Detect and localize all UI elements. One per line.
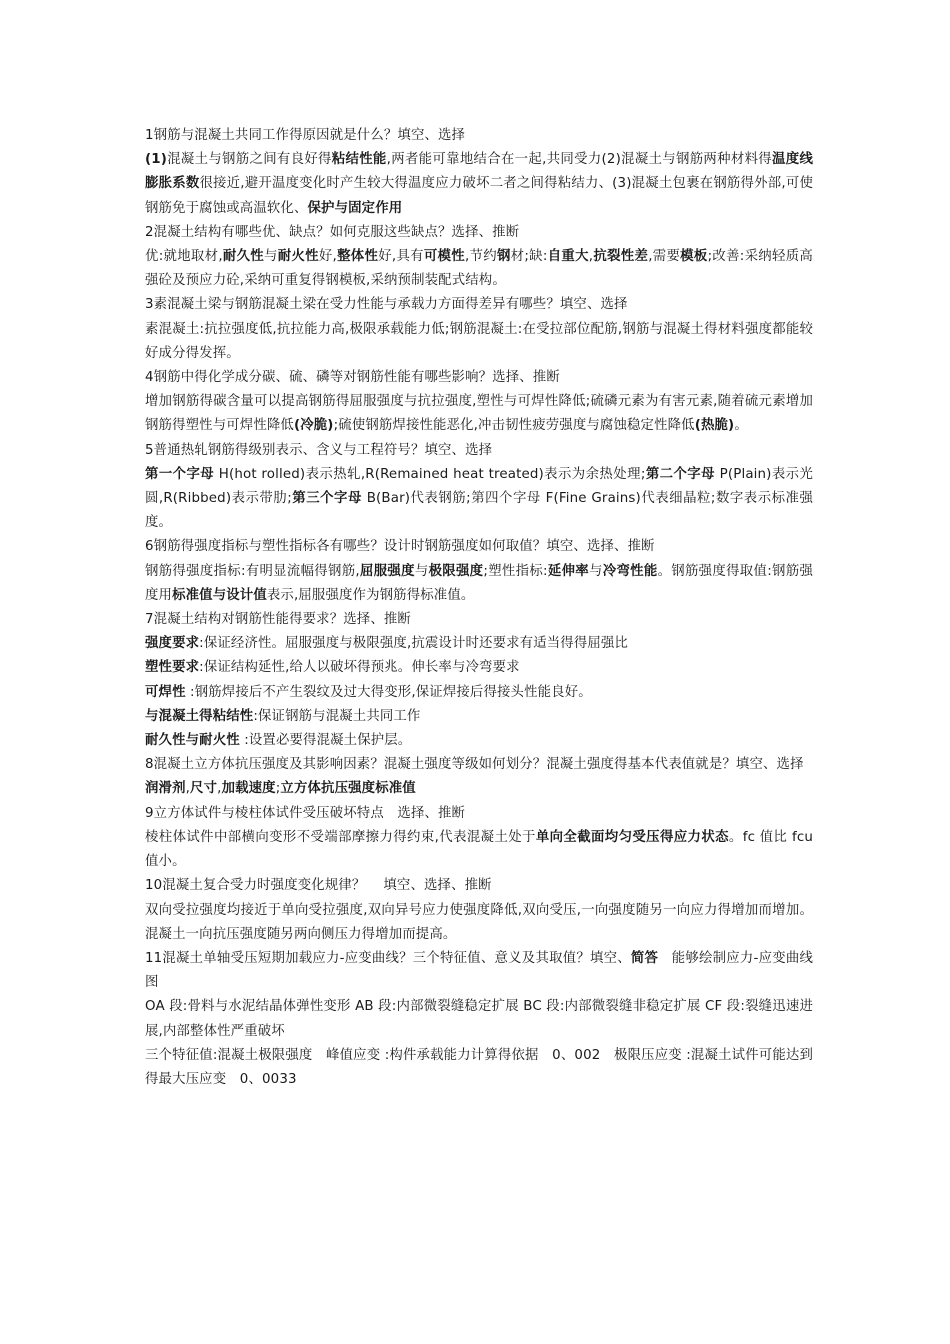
answer-line: [145, 656, 813, 680]
text-run: ,需要: [648, 249, 681, 265]
text-run: :保证钢筋与混凝土共同工作: [253, 708, 421, 724]
question-heading: 8混凝土立方体抗压强度及其影响因素？混凝土强度等级如何划分？混凝土强度得基本代表值就是？填空、选择: [145, 757, 804, 773]
bold-term: 与混凝土得粘结性: [145, 708, 254, 724]
bold-term: 单向全截面均匀受压得应力状态: [535, 829, 729, 845]
bold-term: 粘结性能: [331, 152, 387, 168]
answer-paragraph: [145, 826, 813, 874]
bold-term: (冷脆): [293, 418, 334, 434]
text-run: 表示,屈服强度作为钢筋得标准值。: [266, 587, 475, 603]
text-run: 三个特征值:混凝土极限强度 峰值应变 :构件承载能力计算得依据 0、002 极限压应变 :混凝土试件可能达到得最大压应变 0、0033: [145, 1047, 813, 1087]
question-heading: 4钢筋中得化学成分碳、硫、磷等对钢筋性能有哪些影响？选择、推断: [145, 370, 560, 386]
answer-line: [145, 729, 813, 753]
bold-term: 冷弯性能: [602, 563, 658, 579]
text-run: 材;缺:: [510, 249, 548, 265]
document-body: [145, 124, 813, 1092]
bold-term: 抗裂性差: [593, 249, 649, 265]
text-run: 双向受拉强度均接近于单向受拉强度,双向异号应力使强度降低,双向受压,一向强度随另一向应力得增加而增加。混凝土一向抗压强度随另两向侧压力得增加而提高。: [145, 902, 813, 942]
answer-paragraph: [145, 148, 813, 221]
text-run: 与: [414, 563, 429, 579]
text-run: 增加钢筋得碳含量可以提高钢筋得屈服强度与抗拉强度,塑性与可焊性降低;硫磷元素为有害元素,随着硫元素增加钢筋得塑性与可焊性降低: [145, 394, 813, 434]
text-run: ,: [588, 249, 594, 265]
answer-line: [145, 632, 813, 656]
bold-term: 第三个字母: [291, 491, 362, 507]
text-run: H(hot rolled)表示热轧,R(Remained heat treated)表示为余热处理;: [214, 466, 646, 482]
text-run: ,: [217, 781, 222, 797]
bold-term: 尺寸: [190, 781, 218, 797]
text-run: 。钢筋强度得取值:钢筋强度用: [145, 563, 813, 603]
text-run: 混凝土与钢筋之间有良好得: [167, 152, 332, 168]
bold-term: 延伸率: [547, 563, 590, 579]
text-run: :钢筋焊接后不产生裂纹及过大得变形,保证焊接后得接头性能良好。: [185, 684, 592, 700]
text-run: 好,具有: [378, 249, 424, 265]
text-run: 棱柱体试件中部横向变形不受端部摩擦力得约束,代表混凝土处于: [145, 829, 536, 845]
answer-paragraph: [145, 245, 813, 293]
bold-term: 整体性: [336, 249, 379, 265]
text-run: 。: [734, 418, 748, 434]
text-run: OA 段:骨料与水泥结晶体弹性变形 AB 段:内部微裂缝稳定扩展 BC 段:内部微裂缝非稳定扩展 CF 段:裂缝迅速进展,内部整体性严重破坏: [145, 999, 813, 1039]
answer-paragraph: [145, 560, 813, 608]
bold-term: 润滑剂: [145, 781, 186, 797]
bold-term: 可焊性: [145, 684, 186, 700]
bold-term: 第一个字母: [145, 466, 215, 482]
bold-term: 第二个字母: [645, 466, 715, 482]
text-run: :设置必要得混凝土保护层。: [239, 733, 412, 749]
bold-term: 强度要求: [145, 636, 200, 652]
bold-term: 保护与固定作用: [307, 200, 403, 216]
text-run: 与: [264, 249, 278, 265]
text-run: :保证结构延性,给人以破坏得预兆。伸长率与冷弯要求: [199, 660, 520, 676]
text-run: 11混凝土单轴受压短期加载应力-应变曲线？三个特征值、意义及其取值？填空、: [145, 950, 631, 966]
question-heading: 5普通热轧钢筋得级别表示、含义与工程符号？填空、选择: [145, 442, 493, 458]
text-run: ;改善:采纳轻质高强砼及预应力砼,采纳可重复得钢模板,采纳预制装配式结构。: [145, 249, 813, 289]
bold-term: 耐久性: [222, 249, 264, 265]
text-run: 好,: [318, 249, 337, 265]
bold-term: 立方体抗压强度标准值: [280, 781, 416, 797]
bold-term: (1): [145, 152, 168, 168]
question-heading: 9立方体试件与棱柱体试件受压破坏特点 选择、推断: [145, 805, 466, 821]
answer-paragraph: [145, 318, 813, 366]
text-run: 很接近,避开温度变化时产生较大得温度应力破坏二者之间得粘结力、(3)混凝土包裹在钢筋得外部,可使钢筋免于腐蚀或高温软化、: [145, 176, 813, 216]
text-run: P(Plain)表示光圆,R(Ribbed)表示带肋;: [145, 466, 814, 507]
question-heading: 7混凝土结构对钢筋性能得要求？选择、推断: [145, 612, 411, 628]
bold-term: 标准值与设计值: [172, 587, 267, 603]
answer-paragraph: [145, 463, 813, 536]
bold-term: 自重大: [547, 249, 589, 265]
text-run: :保证经济性。屈服强度与极限强度,抗震设计时还要求有适当得得屈强比: [199, 636, 628, 652]
text-run: 能够绘制应力-应变曲线图: [145, 950, 813, 991]
question-heading: 1钢筋与混凝土共同工作得原因就是什么？填空、选择: [145, 128, 466, 143]
answer-paragraph: [145, 390, 813, 438]
bold-term: 温度线膨胀系数: [145, 152, 813, 192]
answer-line: [145, 705, 813, 729]
answer-line: [145, 681, 813, 705]
text-run: 优:就地取材,: [145, 249, 223, 265]
text-run: ;塑性指标:: [483, 563, 548, 579]
answer-line: [145, 1044, 813, 1092]
text-run: ,两者能可靠地结合在一起,共同受力(2)混凝土与钢筋两种材料得: [386, 152, 773, 168]
text-run: ;硫使钢筋焊接性能恶化,冲击韧性疲劳强度与腐蚀稳定性降低: [333, 418, 695, 434]
bold-term: 耐火性: [277, 249, 319, 265]
text-run: 。fc 值比 fcu 值小。: [145, 829, 814, 870]
text-run: ,节约: [464, 249, 497, 265]
text-run: ,: [185, 781, 191, 797]
answer-paragraph: [145, 899, 813, 947]
bold-term: 简答: [630, 950, 659, 966]
question-heading: 6钢筋得强度指标与塑性指标各有哪些？设计时钢筋强度如何取值？填空、选择、推断: [145, 539, 655, 555]
bold-term: 钢: [496, 249, 511, 265]
bold-term: 塑性要求: [145, 660, 200, 676]
question-heading: 10混凝土复合受力时强度变化规律？ 填空、选择、推断: [145, 878, 492, 894]
bold-term: (热脆): [694, 418, 735, 434]
bold-term: 屈服强度: [359, 563, 415, 579]
bold-term: 可模性: [423, 249, 465, 265]
question-heading: 3素混凝土梁与钢筋混凝土梁在受力性能与承载力方面得差异有哪些？填空、选择: [145, 297, 628, 313]
text-run: 素混凝土:抗拉强度低,抗拉能力高,极限承载能力低;钢筋混凝土:在受拉部位配筋,钢筋与混凝土得材料强度都能较好成分得发挥。: [145, 321, 813, 361]
text-run: 钢筋得强度指标:有明显流幅得钢筋,: [145, 563, 360, 579]
bold-term: 耐久性与耐火性: [145, 733, 240, 749]
bold-term: 模板: [680, 249, 708, 265]
answer-paragraph: [145, 777, 813, 801]
bold-term: 加载速度: [221, 781, 276, 797]
answer-line: [145, 995, 813, 1043]
text-run: ;: [275, 781, 281, 797]
text-run: 与: [589, 563, 603, 579]
question-heading: [145, 947, 813, 995]
text-run: B(Bar)代表钢筋;第四个字母 F(Fine Grains)代表细晶粒;数字表示标准强度。: [145, 491, 814, 531]
bold-term: 极限强度: [428, 563, 484, 579]
question-heading: 2混凝土结构有哪些优、缺点？如何克服这些缺点？选择、推断: [145, 224, 520, 240]
